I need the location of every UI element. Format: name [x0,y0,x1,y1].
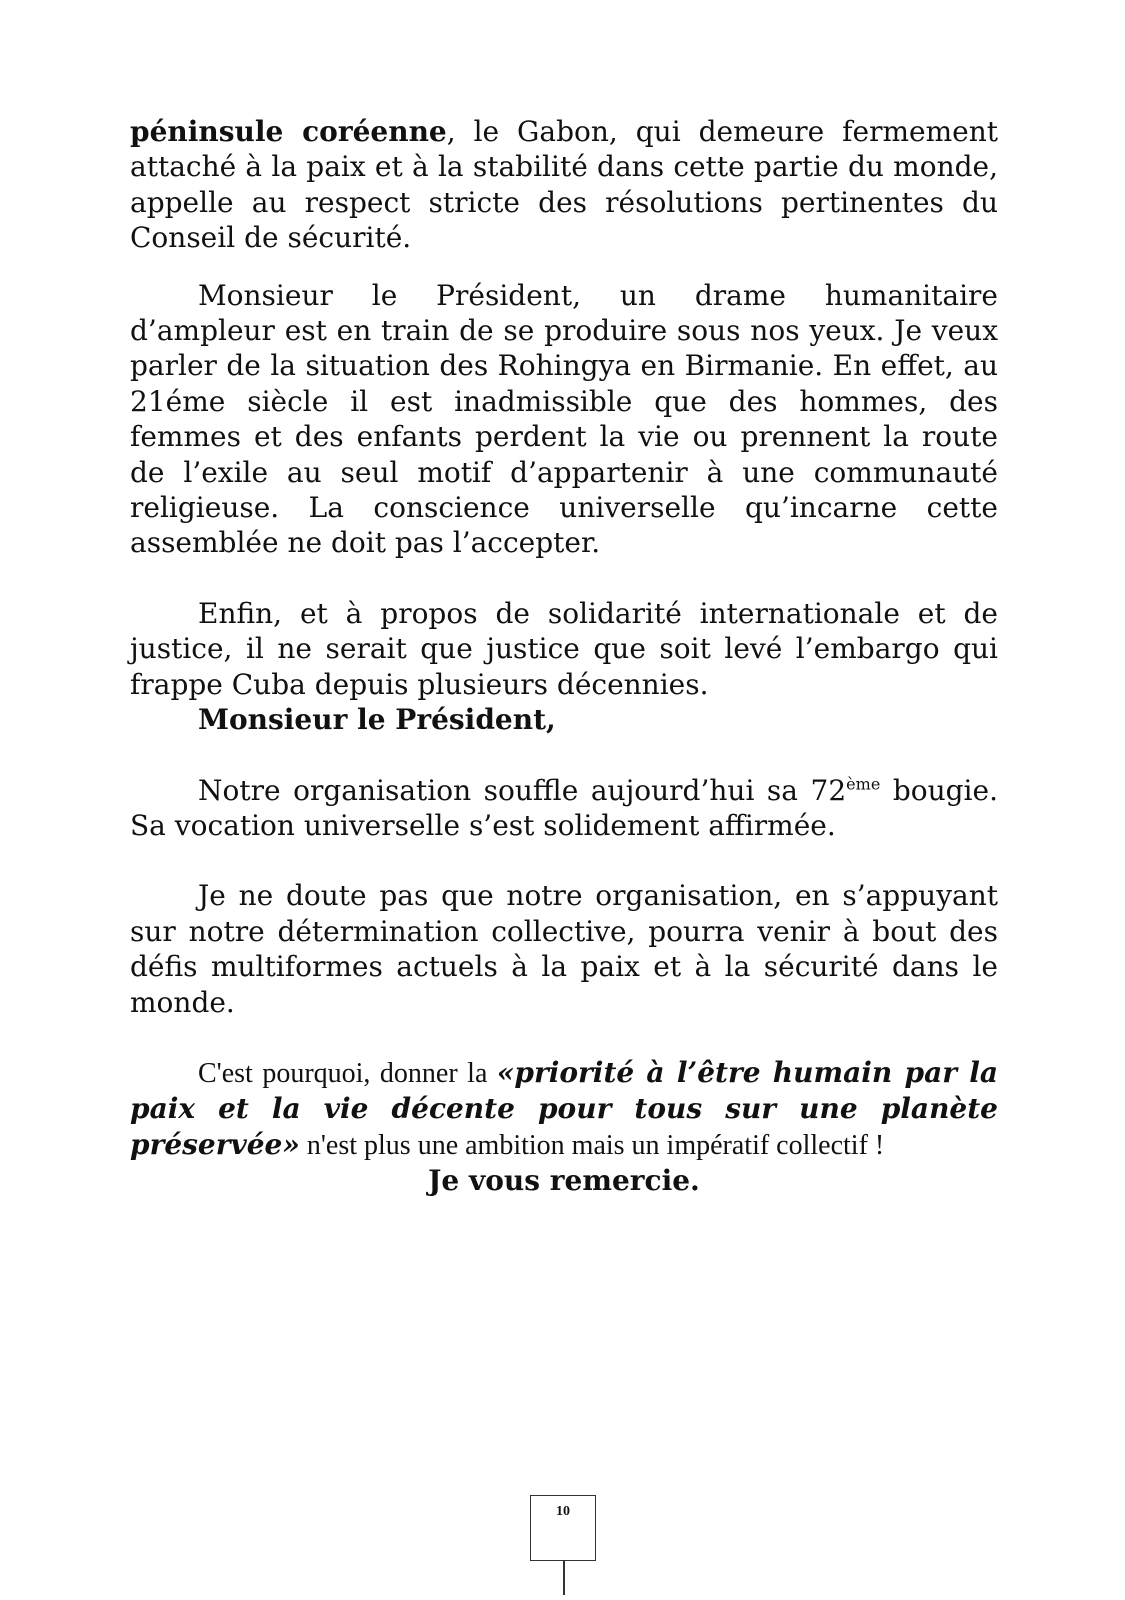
page-number-divider [563,1561,565,1595]
bold-phrase-peninsula: péninsule coréenne [130,115,447,148]
paragraph-korean-peninsula [130,114,998,256]
section-heading-president: Monsieur le Président, [198,703,556,737]
paragraph-text: , le Gabon, qui demeure fermement attaché à la paix et à la stabilité dans cette partie du monde, appelle au respect stricte des résolutions pertinentes du Conseil de sécurité. [130,115,998,255]
paragraph-text: Notre organisation souffle aujourd’hui sa 72 [198,773,847,807]
page-number: 10 [530,1495,596,1561]
closing-thanks: Je vous remercie. [428,1164,700,1198]
ordinal-superscript: ème [846,774,881,794]
paragraph-text: C'est pourquoi, donner la [198,1057,497,1089]
document-body [130,114,998,1199]
paragraph-priority-human-being [130,1055,998,1163]
paragraph-text: bougie. Sa vocation universelle s’est solidement affirmée. [130,773,998,842]
paragraph-cuba-embargo: Enfin, et à propos de solidarité internationale et de justice, il ne serait que justice que soit levé l’embargo qui frappe Cuba depuis plusieurs décennies. [130,596,998,701]
emphasis-quote: «priorité à l’être humain par la paix et la vie décente pour tous sur une planète préservée» [130,1055,999,1161]
paragraph-collective-determination: Je ne doute pas que notre organisation, en s’appuyant sur notre détermination collective, pourra venir à bout des défis multiformes actuels à la paix et à la sécurité dans le monde. [130,879,998,1019]
paragraph-text: n'est plus une ambition mais un impératif collectif ! [299,1129,885,1161]
paragraph-rohingya: Monsieur le Président, un drame humanitaire d’ampleur est en train de se produire sous nos yeux. Je veux parler de la situation des Rohingya en Birmanie. En effet, au 21éme siècle il est inadmissible que des hommes, des femmes et des enfants perdent la vie ou prennent la route de l’exile au seul motif d’appartenir à une communauté religieuse. La conscience universelle qu’incarne cette assemblée ne doit pas l’accepter. [130,278,998,560]
paragraph-organisation-anniversary [130,773,998,844]
